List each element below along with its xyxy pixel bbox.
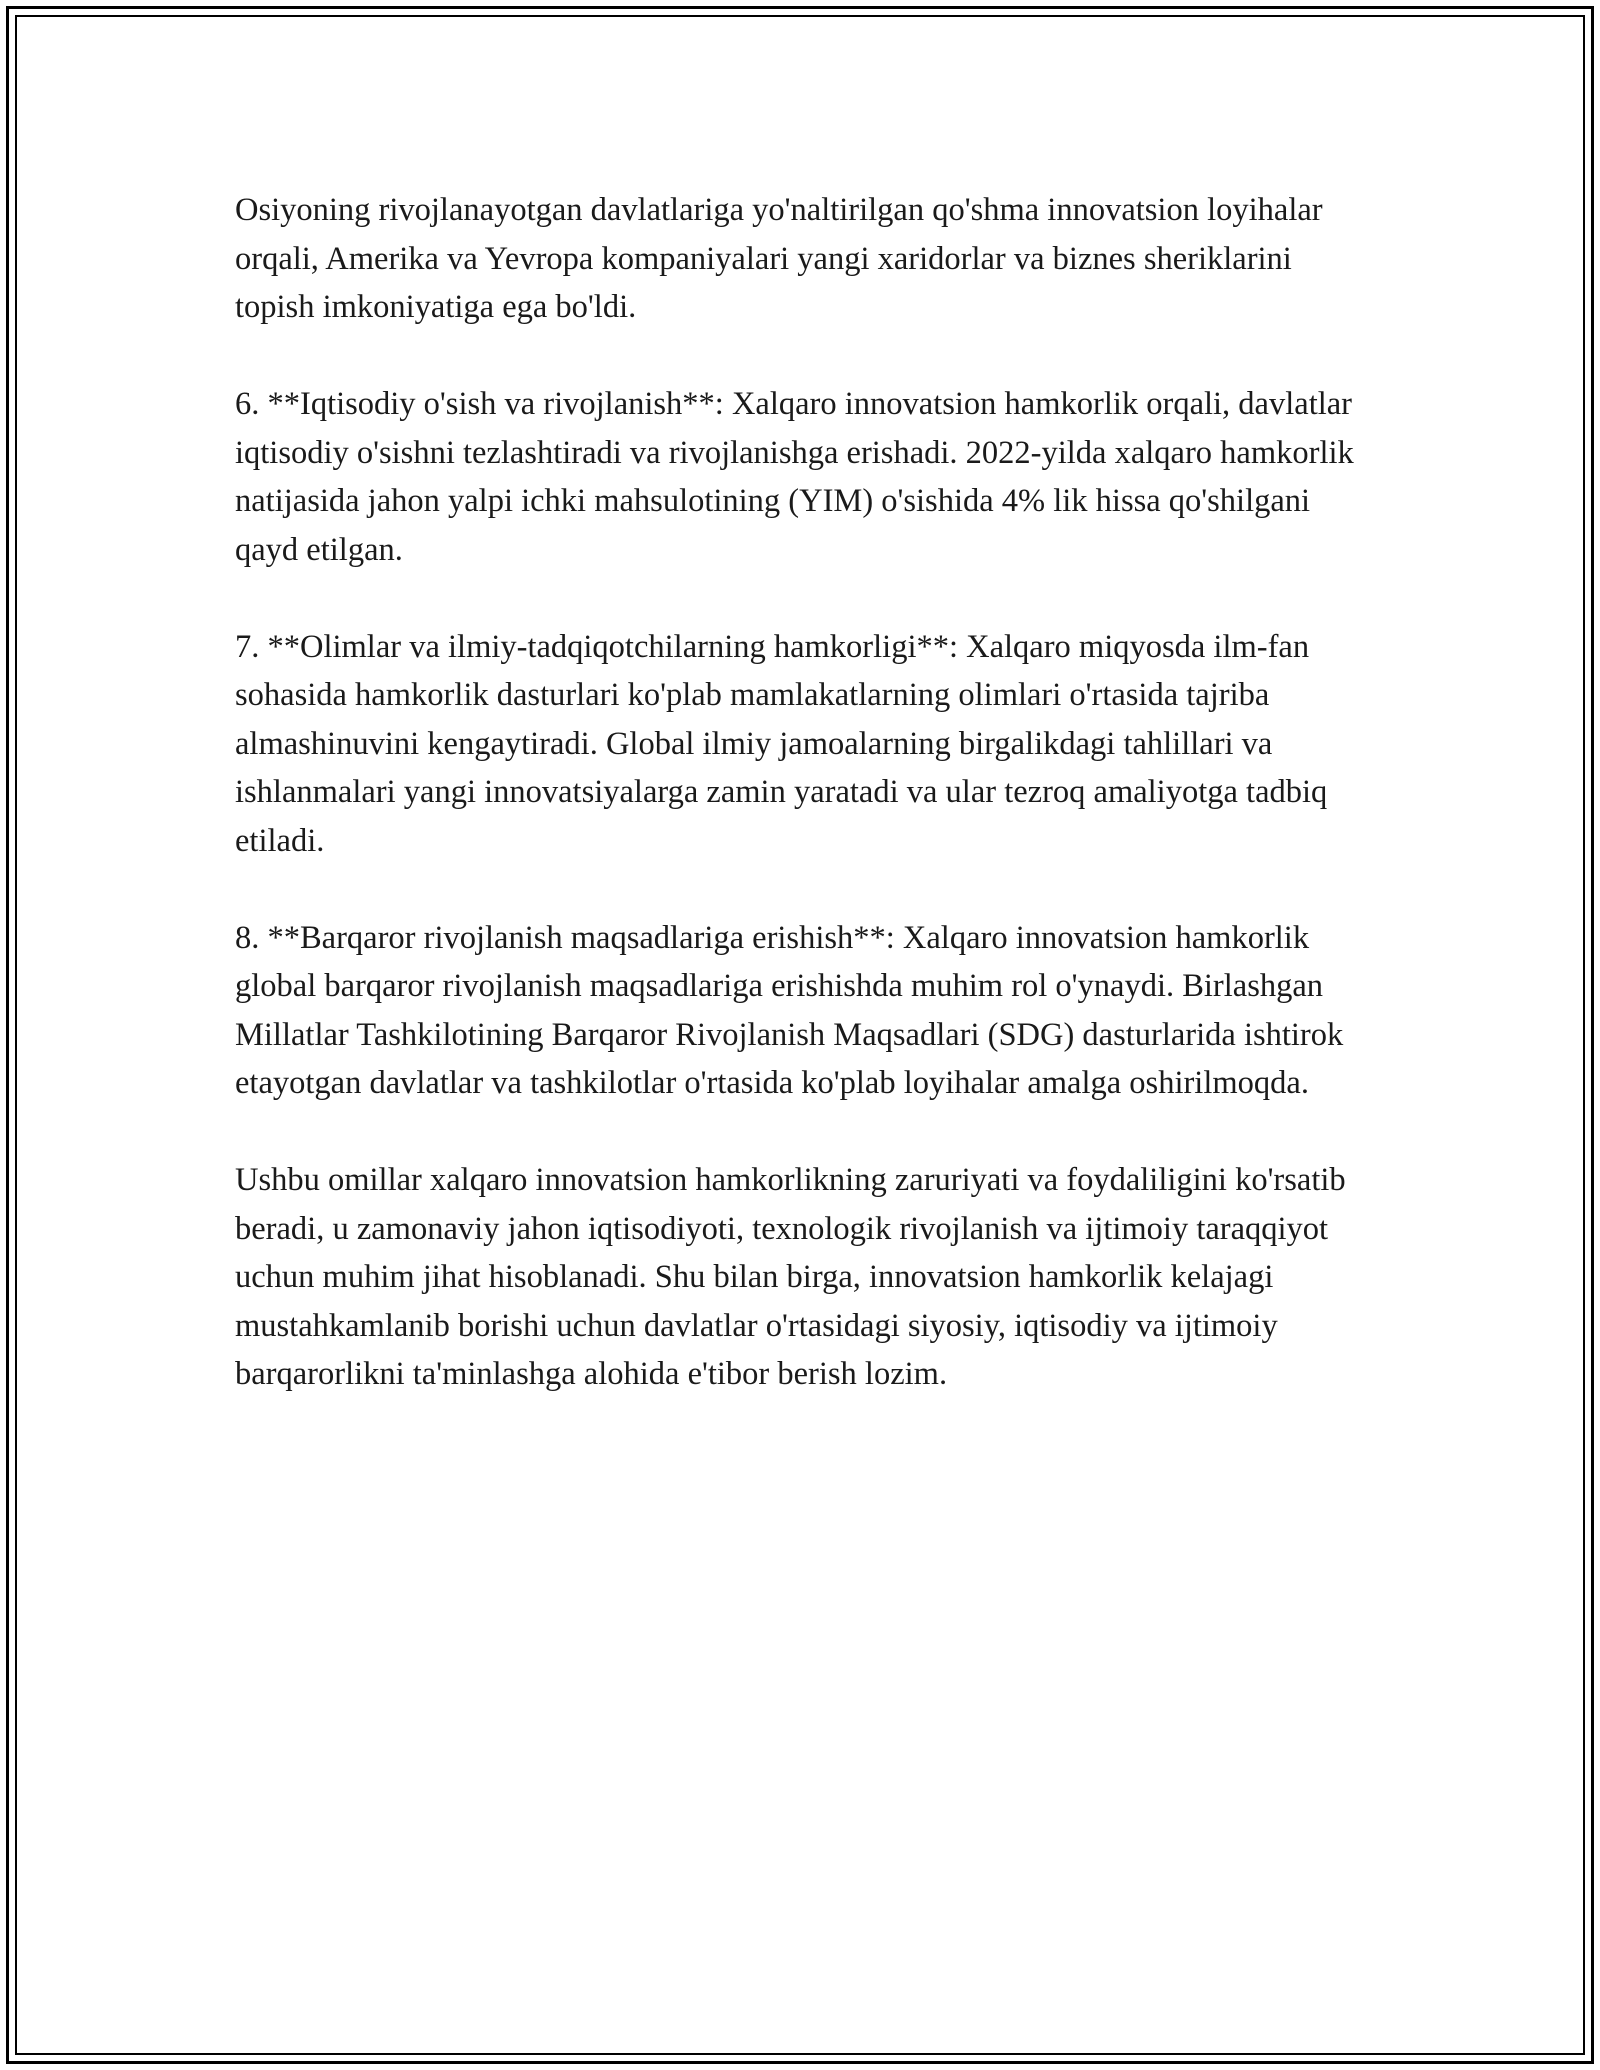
paragraph-intro: Osiyoning rivojlanayotgan davlatlariga yo'naltirilgan qo'shma innovatsion loyihalar orqali, Amerika va Yevropa kompaniyalari yangi xaridorlar va biznes sheriklarini topish imkoniyatiga ega bo'ldi. — [235, 192, 1323, 325]
paragraph-conclusion: Ushbu omillar xalqaro innovatsion hamkorlikning zaruriyati va foydaliligini ko'rsatib beradi, u zamonaviy jahon iqtisodiyoti, texnologik rivojlanish va ijtimoiy taraqqiyot uchun muhim jihat hisoblanadi. Shu bilan birga, innovatsion hamkorlik kelajagi mustahkamlanib borishi uchun davlatlar o'rtasidagi siyosiy, iqtisodiy va ijtimoiy barqarorlikni ta'minlashga alohida e'tibor berish lozim. — [235, 1162, 1346, 1392]
paragraph-item-8: 8. **Barqaror rivojlanish maqsadlariga erishish**: Xalqaro innovatsion hamkorlik global barqaror rivojlanish maqsadlariga erishishda muhim rol o'ynaydi. Birlashgan Millatlar Tashkilotining Barqaror Rivojlanish Maqsadlari (SDG) dasturlarida ishtirok etayotgan davlatlar va tashkilotlar o'rtasida ko'plab loyihalar amalga oshirilmoqda. — [235, 919, 1344, 1101]
paragraph-item-6: 6. **Iqtisodiy o'sish va rivojlanish**: Xalqaro innovatsion hamkorlik orqali, davlatlar iqtisodiy o'sishni tezlashtiradi va rivojlanishga erishadi. 2022-yilda xalqaro hamkorlik natijasida jahon yalpi ichki mahsulotining (YIM) o'sishida 4% lik hissa qo'shilgani qayd etilgan. — [235, 386, 1354, 568]
document-body — [235, 186, 1365, 1447]
paragraph-item-7: 7. **Olimlar va ilmiy-tadqiqotchilarning hamkorligi**: Xalqaro miqyosda ilm-fan sohasida hamkorlik dasturlari ko'plab mamlakatlarning olimlari o'rtasida tajriba almashinuvini kengaytiradi. Global ilmiy jamoalarning birgalikdagi tahlillari va ishlanmalari yangi innovatsiyalarga zamin yaratadi va ular tezroq amaliyotga tadbiq etiladi. — [235, 628, 1328, 859]
